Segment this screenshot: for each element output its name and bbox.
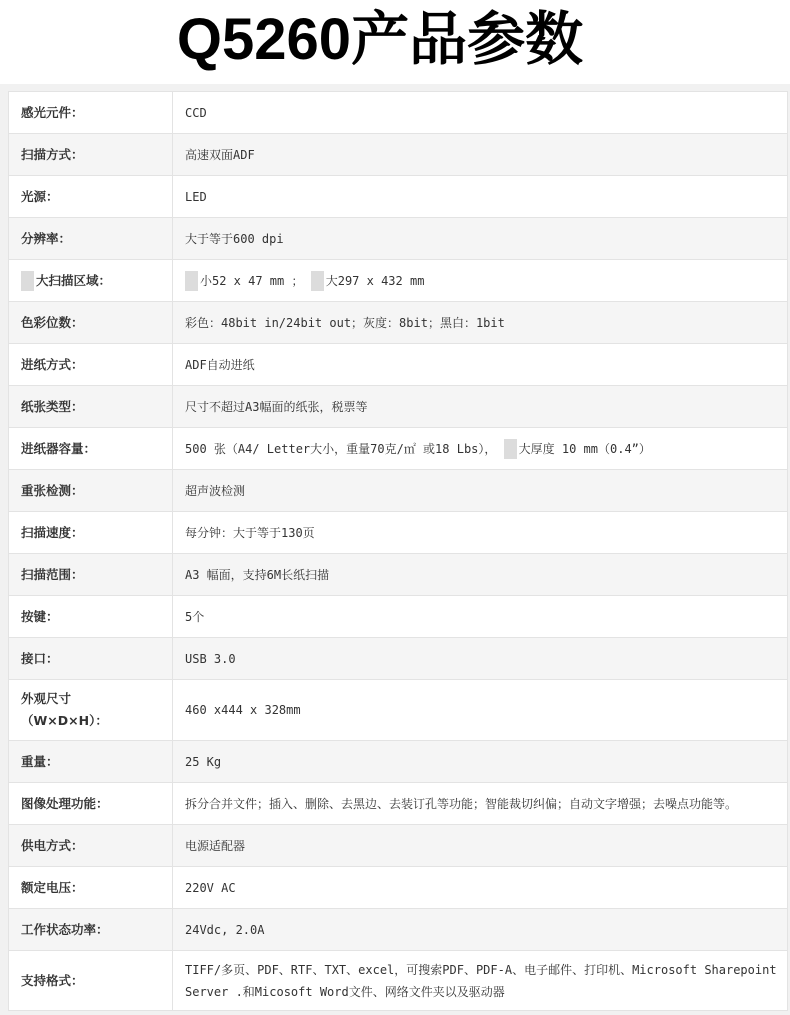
table-row <box>9 386 788 428</box>
spec-value-line: TIFF/多页、PDF、RTF、TXT、excel，可搜索PDF、PDF-A、电子邮件、打印机、Microsoft Sharepoint <box>185 962 777 977</box>
table-row <box>9 783 788 825</box>
table-row <box>9 909 788 951</box>
spec-key: 供电方式： <box>9 825 173 867</box>
spec-value: 尺寸不超过A3幅面的纸张，税票等 <box>173 386 788 428</box>
table-row <box>9 428 788 470</box>
spec-value-part: 小52 x 47 mm ； <box>200 273 304 288</box>
table-row <box>9 596 788 638</box>
spec-value: USB 3.0 <box>173 638 788 680</box>
table-row <box>9 92 788 134</box>
table-row <box>9 176 788 218</box>
spec-key: 额定电压： <box>9 867 173 909</box>
spec-value <box>173 260 788 302</box>
spec-key: 分辨率： <box>9 218 173 260</box>
spec-value: 220V AC <box>173 867 788 909</box>
table-row <box>9 951 788 1011</box>
spec-key: 重张检测： <box>9 470 173 512</box>
spec-key-line: （W×D×H）： <box>21 713 108 728</box>
spec-key: 重量： <box>9 741 173 783</box>
table-row <box>9 344 788 386</box>
spec-value-part: 大厚度 10 mm（0.4”） <box>518 441 651 456</box>
spec-key-line: 外观尺寸 <box>21 691 72 706</box>
spec-key: 扫描方式： <box>9 134 173 176</box>
spec-value: 拆分合并文件；插入、删除、去黑边、去装订孔等功能；智能裁切纠偏；自动文字增强；去噪点功能等。 <box>173 783 788 825</box>
spec-value: ADF自动进纸 <box>173 344 788 386</box>
spec-key: 扫描范围： <box>9 554 173 596</box>
redaction-mark <box>185 271 198 291</box>
spec-key-text: 大扫描区域： <box>36 272 112 288</box>
spec-value-line: Server .和Micosoft Word文件、网络文件夹以及驱动器 <box>185 984 505 999</box>
table-row <box>9 680 788 741</box>
table-row <box>9 741 788 783</box>
spec-value: A3 幅面，支持6M长纸扫描 <box>173 554 788 596</box>
table-row <box>9 470 788 512</box>
spec-value: LED <box>173 176 788 218</box>
spec-key: 进纸方式： <box>9 344 173 386</box>
spec-value: 5个 <box>173 596 788 638</box>
spec-table <box>8 91 788 1011</box>
spec-key: 按键： <box>9 596 173 638</box>
table-row <box>9 218 788 260</box>
table-row <box>9 825 788 867</box>
spec-value <box>173 428 788 470</box>
spec-value: 彩色：48bit in/24bit out；灰度：8bit；黑白：1bit <box>173 302 788 344</box>
spec-value: 25 Kg <box>173 741 788 783</box>
table-row <box>9 554 788 596</box>
spec-value <box>173 951 788 1011</box>
spec-value: 每分钟：大于等于130页 <box>173 512 788 554</box>
spec-value: 大于等于600 dpi <box>173 218 788 260</box>
spec-value: 电源适配器 <box>173 825 788 867</box>
redaction-mark <box>21 271 34 291</box>
spec-key: 扫描速度： <box>9 512 173 554</box>
spec-key: 色彩位数： <box>9 302 173 344</box>
spec-key: 接口： <box>9 638 173 680</box>
spec-key <box>9 260 173 302</box>
spec-key <box>9 680 173 741</box>
spec-value: 460 x444 x 328mm <box>173 680 788 741</box>
page-title: Q5260产品参数 <box>0 0 790 84</box>
redaction-mark <box>311 271 324 291</box>
spec-key: 进纸器容量： <box>9 428 173 470</box>
spec-key: 支持格式： <box>9 951 173 1011</box>
spec-value-part: 500 张（A4/ Letter大小，重量70克/㎡ 或18 Lbs）， <box>185 441 497 456</box>
table-row <box>9 260 788 302</box>
spec-value: 24Vdc, 2.0A <box>173 909 788 951</box>
spec-value: 高速双面ADF <box>173 134 788 176</box>
table-row <box>9 302 788 344</box>
spec-value: 超声波检测 <box>173 470 788 512</box>
spec-value: CCD <box>173 92 788 134</box>
redaction-mark <box>504 439 517 459</box>
table-row <box>9 134 788 176</box>
table-row <box>9 512 788 554</box>
spec-key: 纸张类型： <box>9 386 173 428</box>
table-row <box>9 867 788 909</box>
spec-key: 感光元件： <box>9 92 173 134</box>
spec-value-part: 大297 x 432 mm <box>325 273 425 288</box>
spec-key: 工作状态功率： <box>9 909 173 951</box>
table-row <box>9 638 788 680</box>
spec-key: 光源： <box>9 176 173 218</box>
spec-key: 图像处理功能： <box>9 783 173 825</box>
